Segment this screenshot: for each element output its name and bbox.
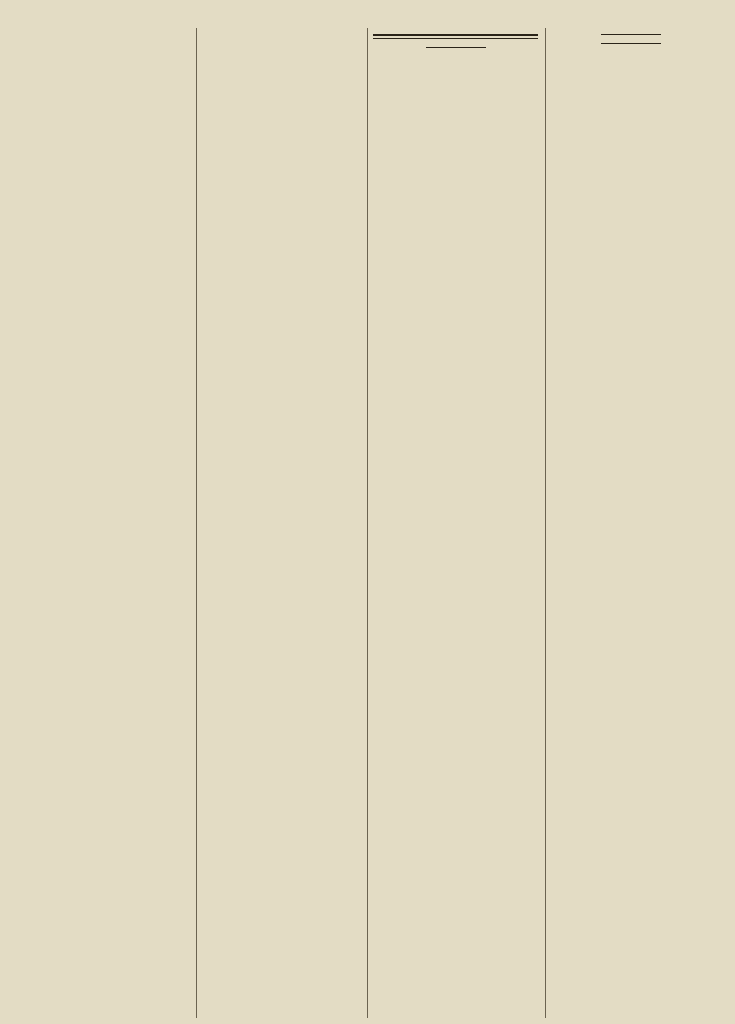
column-rule <box>196 28 197 1018</box>
divider <box>601 43 661 44</box>
divider <box>373 34 538 36</box>
column-rule <box>545 28 546 1018</box>
divider <box>373 38 538 39</box>
column-4 <box>551 28 711 1018</box>
column-rule <box>367 28 368 1018</box>
column-2 <box>203 28 363 1018</box>
divider <box>426 47 486 48</box>
divider <box>601 34 661 35</box>
column-1 <box>30 28 190 1018</box>
column-3 <box>373 28 538 1018</box>
